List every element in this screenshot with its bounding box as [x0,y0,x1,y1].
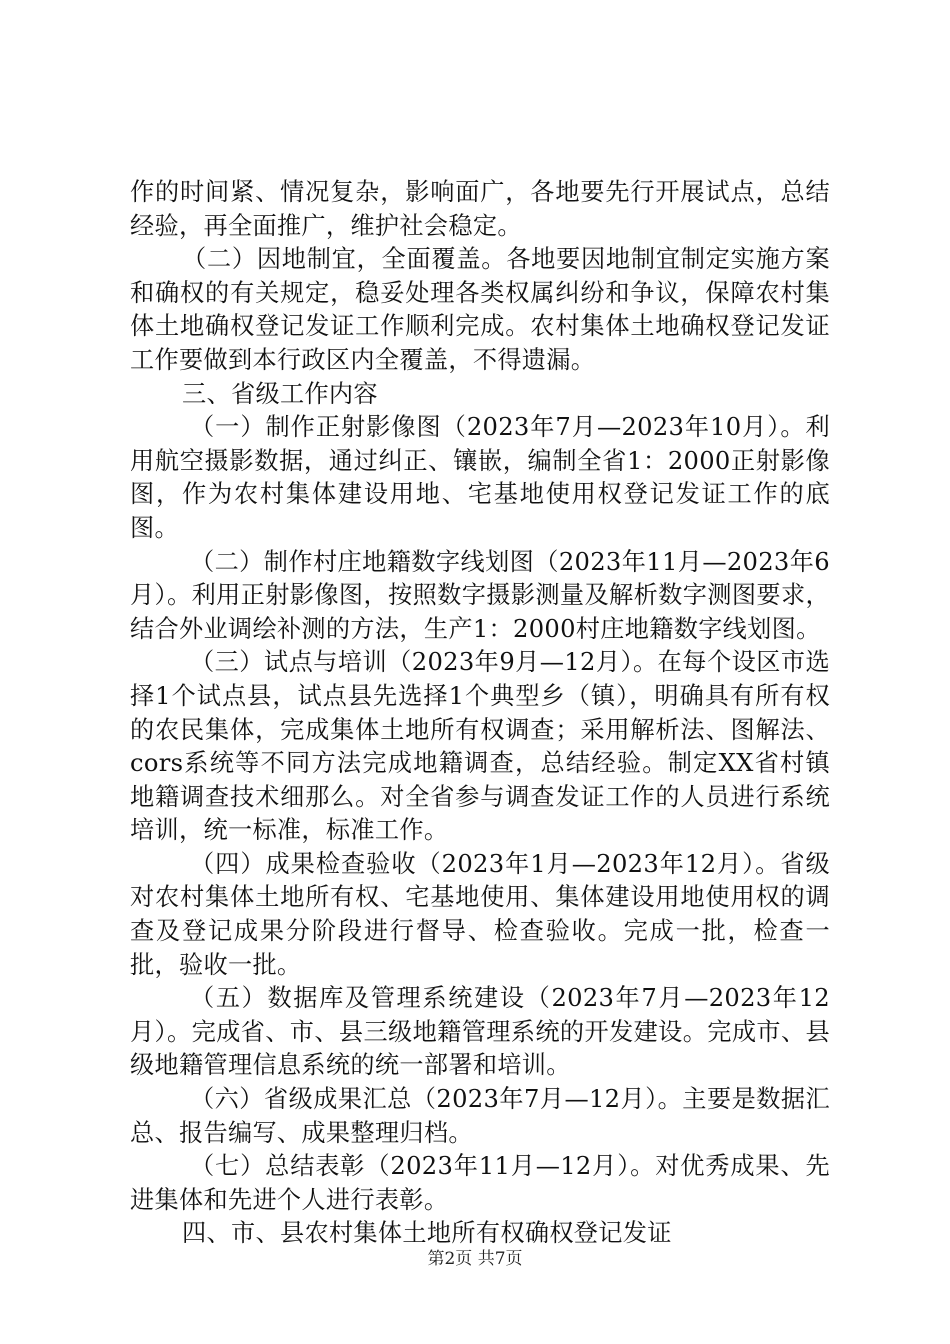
document-body [130,176,830,1251]
paragraph-task-3: （三）试点与培训（2023年9月—12月）。在每个设区市选择1个试点县，试点县先选择1个典型乡（镇），明确具有所有权的农民集体，完成集体土地所有权调查；采用解析法、图解法、cors系统等不同方法完成地籍调查，总结经验。制定XX省村镇地籍调查技术细那么。对全省参与调查发证工作的人员进行系统培训，统一标准，标准工作。 [130,648,830,845]
paragraph-task-1: （一）制作正射影像图（2023年7月—2023年10月）。利用航空摄影数据，通过纠正、镶嵌，编制全省1：2000正射影像图，作为农村集体建设用地、宅基地使用权登记发证工作的底图。 [130,413,830,542]
paragraph-task-7: （七）总结表彰（2023年11月—12月）。对优秀成果、先进集体和先进个人进行表彰。 [130,1152,830,1214]
section-heading-3: 三、省级工作内容 [182,379,378,408]
paragraph-continuation: 作的时间紧、情况复杂，影响面广，各地要先行开展试点，总结经验，再全面推广，维护社会稳定。 [130,178,830,240]
paragraph-task-4: （四）成果检查验收（2023年1月—2023年12月）。省级对农村集体土地所有权、宅基地使用、集体建设用地使用权的调查及登记成果分阶段进行督导、检查验收。完成一批，检查一批，验收一批。 [130,849,830,979]
paragraph-principle-2: （二）因地制宜，全面覆盖。各地要因地制宜制定实施方案和确权的有关规定，稳妥处理各类权属纠纷和争议，保障农村集体土地确权登记发证工作顺利完成。农村集体土地确权登记发证工作要做到本行政区内全覆盖，不得遗漏。 [130,245,830,374]
paragraph-task-2: （二）制作村庄地籍数字线划图（2023年11月—2023年6月）。利用正射影像图，按照数字摄影测量及解析数字测图要求，结合外业调绘补测的方法，生产1：2000村庄地籍数字线划图。 [130,547,830,643]
paragraph-task-6: （六）省级成果汇总（2023年7月—12月）。主要是数据汇总、报告编写、成果整理归档。 [130,1085,830,1147]
section-heading-4: 四、市、县农村集体土地所有权确权登记发证 [182,1219,672,1248]
paragraph-task-5: （五）数据库及管理系统建设（2023年7月—2023年12月）。完成省、市、县三级地籍管理系统的开发建设。完成市、县级地籍管理信息系统的统一部署和培训。 [130,984,830,1080]
page-number-footer: 第2页 共7页 [427,1249,523,1269]
